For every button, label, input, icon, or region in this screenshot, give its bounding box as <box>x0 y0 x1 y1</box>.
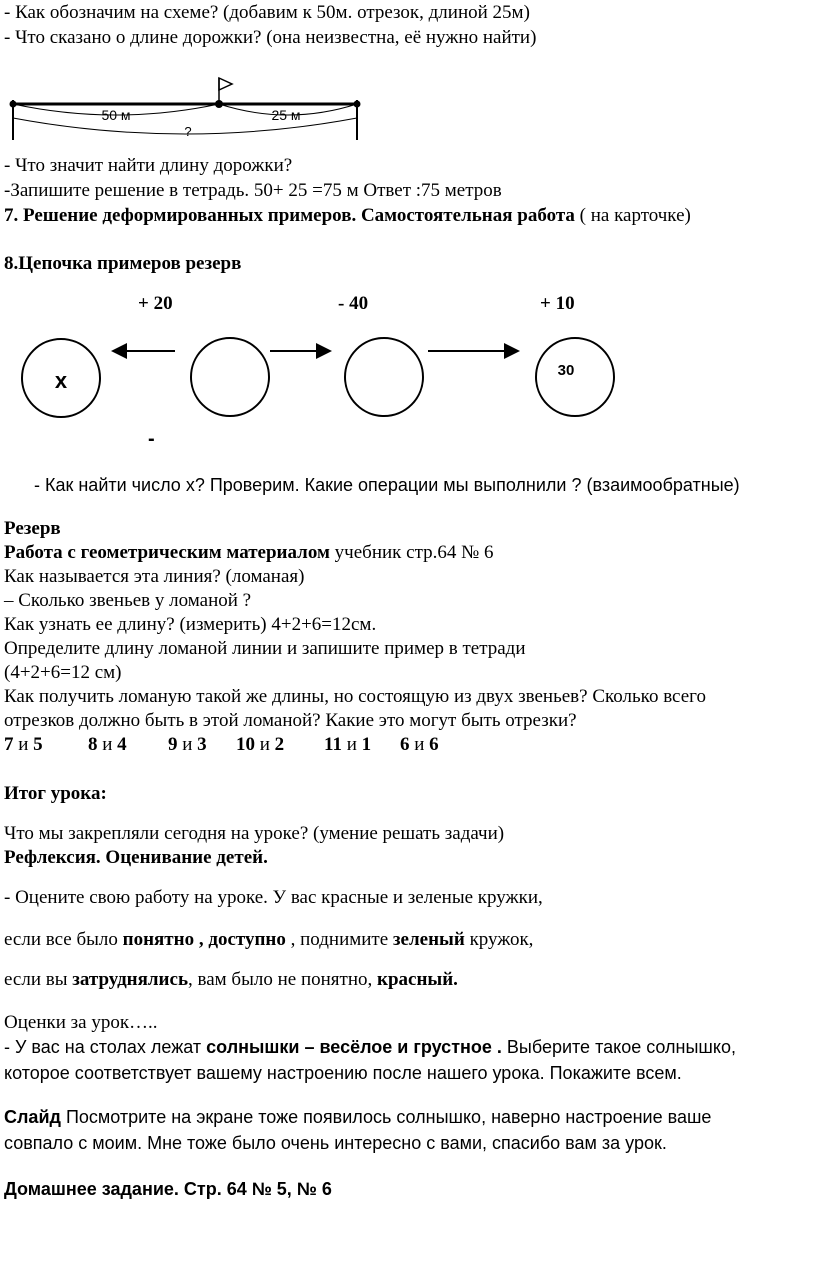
text-line: - У вас на столах лежат солнышки – весёлое и грустное . Выберите такое солнышко, <box>4 1037 736 1057</box>
text-line: -Запишите решение в тетрадь. 50+ 25 =75 м Ответ :75 метров <box>4 180 502 201</box>
segment-label-total: ? <box>184 124 192 139</box>
chain-op-2: - 40 <box>338 293 369 314</box>
chain-op-1: + 20 <box>138 293 173 314</box>
text-line: Как называется эта линия? (ломаная) <box>4 566 305 587</box>
text-line: совпало с моим. Мне тоже было очень интересно с вами, спасибо вам за урок. <box>4 1133 667 1153</box>
text-line: Определите длину ломаной линии и запишите пример в тетради <box>4 638 526 659</box>
chain-value-x: x <box>54 368 68 393</box>
chain-circle-2 <box>191 338 269 416</box>
chain-minus: - <box>148 428 155 450</box>
segment-label-25: 25 м <box>271 107 301 123</box>
text-line: Что мы закрепляли сегодня на уроке? (умение решать задачи) <box>4 823 505 844</box>
segment-diagram <box>8 74 368 146</box>
text-line: Как получить ломаную такой же длины, но состоящую из двух звеньев? Сколько всего <box>4 686 706 707</box>
text-line: если все было понятно , доступно , поднимите зеленый кружок, <box>4 929 534 950</box>
chain-diagram <box>0 330 816 460</box>
text-line: - Как найти число х? Проверим. Какие операции мы выполнили ? (взаимообратные) <box>34 475 740 495</box>
text-line: - Оцените свою работу на уроке. У вас красные и зеленые кружки, <box>4 887 543 908</box>
text-line: Работа с геометрическим материалом учебник стр.64 № 6 <box>4 542 494 563</box>
heading-summary: Итог урока: <box>4 783 107 804</box>
heading-7: 7. Решение деформированных примеров. Самостоятельная работа <box>4 205 575 226</box>
text-line: - Что значит найти длину дорожки? <box>4 155 293 176</box>
chain-circle-3 <box>345 338 423 416</box>
heading-reflection: Рефлексия. Оценивание детей. <box>4 847 268 868</box>
text-line: - Что сказано о длине дорожки? (она неизвестна, её нужно найти) <box>4 27 537 48</box>
heading-8: 8.Цепочка примеров резерв <box>4 253 242 274</box>
text-line: Оценки за урок….. <box>4 1012 158 1033</box>
text-line: (4+2+6=12 см) <box>4 662 122 683</box>
segment-label-50: 50 м <box>101 107 131 123</box>
text-line: если вы затруднялись, вам было не понятно, красный. <box>4 969 458 990</box>
text-line: отрезков должно быть в этой ломаной? Какие это могут быть отрезки? <box>4 710 577 731</box>
chain-circle-4 <box>536 338 614 416</box>
chain-value-30: 30 <box>557 362 575 379</box>
text-line: 7. Решение деформированных примеров. Самостоятельная работа ( на карточке) <box>4 205 691 226</box>
flag-icon <box>219 78 232 90</box>
heading-reserve: Резерв <box>4 518 61 539</box>
chain-op-3: + 10 <box>540 293 575 314</box>
homework: Домашнее задание. Стр. 64 № 5, № 6 <box>4 1179 332 1199</box>
pairs-line: 7 и 5 8 и 4 9 и 3 10 и 2 11 и 1 6 и 6 <box>4 734 439 755</box>
text-line: Слайд Посмотрите на экране тоже появилось солнышко, наверно настроение ваше <box>4 1107 712 1127</box>
text-line: Как узнать ее длину? (измерить) 4+2+6=12см. <box>4 614 377 635</box>
text-line: которое соответствует вашему настроению после нашего урока. Покажите всем. <box>4 1063 682 1083</box>
text-line: - Как обозначим на схеме? (добавим к 50м. отрезок, длиной 25м) <box>4 2 530 23</box>
text-line: – Сколько звеньев у ломаной ? <box>4 590 252 611</box>
